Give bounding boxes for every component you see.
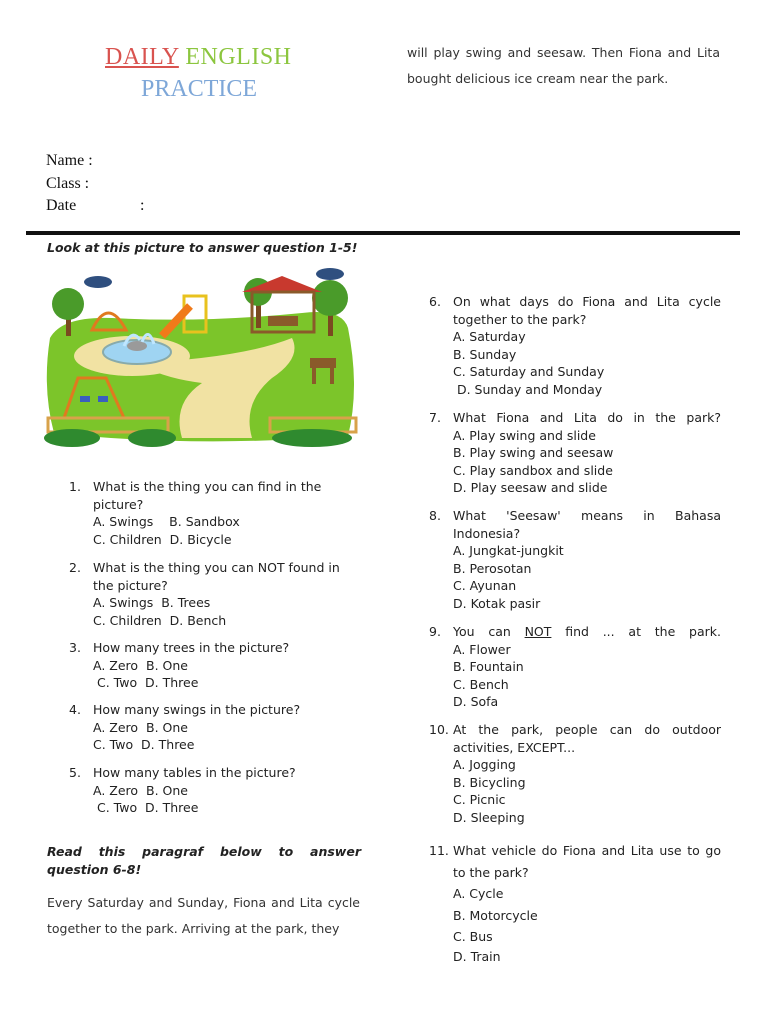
title-practice: PRACTICE: [141, 76, 258, 102]
option-a: A. Cycle: [453, 886, 504, 901]
option-d: D. Kotak pasir: [453, 595, 541, 611]
option-b: B. Sunday: [453, 346, 517, 362]
question-number: 3.: [69, 640, 81, 655]
question-number: 5.: [69, 765, 81, 780]
option-d: D. Sunday and Monday: [453, 381, 603, 397]
option-c: C. Ayunan: [453, 578, 517, 593]
option-d: D. Sofa: [453, 694, 499, 709]
question-number: 4.: [69, 702, 81, 717]
answer-options: C. Children D. Bicycle: [93, 531, 232, 547]
question-stem: How many swings in the picture?: [93, 702, 301, 717]
answer-options: C. Two D. Three: [93, 737, 195, 752]
option-c: C. Play sandbox and slide: [453, 462, 613, 478]
title-english: ENGLISH: [178, 44, 292, 70]
answer-options: A. Swings B. Sandbox: [93, 514, 240, 529]
question-6: [429, 293, 721, 398]
header-divider: [26, 231, 740, 235]
question-4: [69, 701, 349, 754]
question-8: [429, 507, 721, 612]
question-stem: [453, 623, 721, 641]
option-a: A. Flower: [453, 641, 511, 657]
answer-options: C. Two D. Three: [93, 800, 199, 815]
date-colon: :: [140, 197, 145, 214]
stem-not: NOT: [524, 624, 552, 639]
answer-options: A. Zero B. One: [93, 719, 188, 735]
title-daily: DAILY: [105, 44, 179, 70]
option-d: D. Play seesaw and slide: [453, 480, 608, 495]
question-7: [429, 409, 721, 497]
question-1: [69, 478, 331, 548]
question-stem: What Fiona and Lita do in the park?: [453, 410, 721, 425]
class-label: Class :: [46, 175, 90, 192]
park-picture: [42, 268, 360, 448]
instruction-2: Read this paragraf below to answer question 6-8!: [47, 844, 361, 877]
paragraph-continuation: will play swing and seesaw. Then Fiona and Lita bought delicious ice cream near the park.: [407, 45, 720, 86]
question-11: [429, 840, 721, 965]
answer-options: C. Two D. Three: [93, 675, 199, 690]
option-b: B. Play swing and seesaw: [453, 445, 614, 460]
question-number: 1.: [69, 479, 81, 494]
option-b: B. Bicycling: [453, 774, 526, 790]
question-5: [69, 764, 349, 817]
question-stem: What is the thing you can NOT found in the picture?: [93, 560, 340, 593]
question-9: [429, 623, 721, 711]
answer-options: A. Zero B. One: [93, 782, 188, 798]
park-illustration: [42, 268, 360, 448]
question-number: 8.: [429, 508, 441, 523]
question-stem: What vehicle do Fiona and Lita use to go to the park?: [453, 843, 721, 880]
option-d: D. Train: [453, 948, 501, 964]
question-number: 10.: [429, 722, 449, 737]
answer-options: A. Zero B. One: [93, 657, 188, 673]
option-b: B. Motorcycle: [453, 907, 538, 923]
instruction-1: Look at this picture to answer question 1-5!: [47, 240, 358, 255]
question-stem: What is the thing you can find in the picture?: [93, 479, 322, 512]
question-stem: On what days do Fiona and Lita cycle together to the park?: [453, 294, 721, 327]
date-label: Date: [46, 197, 77, 214]
question-number: 9.: [429, 624, 441, 639]
question-3: [69, 639, 349, 692]
question-stem: How many tables in the picture?: [93, 765, 296, 780]
question-number: 2.: [69, 560, 81, 575]
question-stem: How many trees in the picture?: [93, 640, 290, 655]
option-c: C. Bench: [453, 676, 509, 692]
option-a: A. Jungkat-jungkit: [453, 543, 564, 558]
answer-options: A. Swings B. Trees: [93, 595, 211, 610]
question-number: 11.: [429, 843, 449, 858]
question-stem: What 'Seesaw' means in Bahasa Indonesia?: [453, 508, 721, 541]
option-c: C. Picnic: [453, 792, 506, 807]
option-a: A. Jogging: [453, 757, 516, 772]
question-stem: At the park, people can do outdoor activities, EXCEPT...: [453, 722, 721, 755]
answer-options: C. Children D. Bench: [93, 612, 227, 628]
stem-post: find ... at the park.: [551, 624, 721, 639]
option-d: D. Sleeping: [453, 809, 525, 825]
option-c: C. Bus: [453, 929, 493, 944]
option-b: B. Perosotan: [453, 560, 532, 576]
option-c: C. Saturday and Sunday: [453, 364, 605, 379]
option-a: A. Saturday: [453, 329, 526, 344]
option-a: A. Play swing and slide: [453, 427, 596, 443]
name-label: Name :: [46, 152, 93, 169]
question-number: 7.: [429, 410, 441, 425]
option-b: B. Fountain: [453, 659, 524, 674]
reading-paragraph: Every Saturday and Sunday, Fiona and Lita cycle together to the park. Arriving at the park, they: [47, 895, 360, 936]
question-number: 6.: [429, 294, 441, 309]
page-title: [105, 44, 292, 71]
stem-pre: You can: [453, 624, 525, 639]
question-10: [429, 721, 721, 826]
question-2: [69, 559, 349, 629]
